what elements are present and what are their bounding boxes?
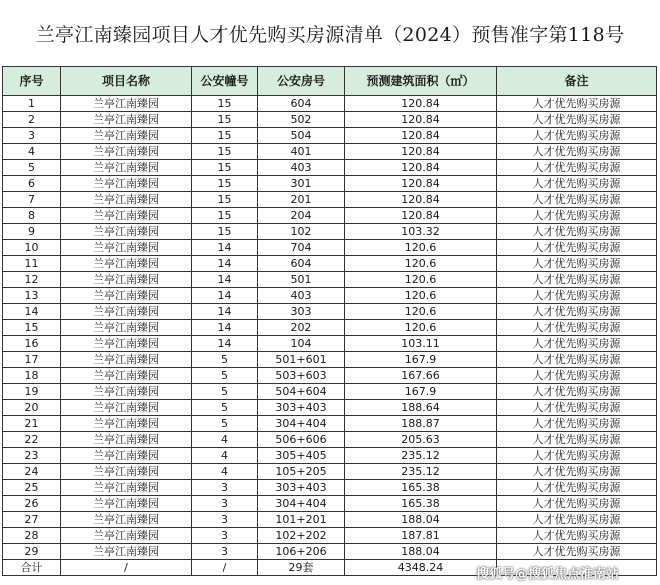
total-cell-room: 29套 [258, 560, 345, 576]
cell-room: 101+201 [258, 512, 345, 528]
cell-room: 102 [258, 224, 345, 240]
cell-room: 202 [258, 320, 345, 336]
cell-note: 人才优先购买房源 [497, 448, 657, 464]
cell-area: 188.04 [345, 544, 497, 560]
cell-project: 兰亭江南臻园 [61, 224, 192, 240]
cell-note: 人才优先购买房源 [497, 368, 657, 384]
cell-building: 5 [192, 368, 258, 384]
cell-building: 5 [192, 400, 258, 416]
cell-note: 人才优先购买房源 [497, 176, 657, 192]
cell-building: 14 [192, 320, 258, 336]
cell-project: 兰亭江南臻园 [61, 208, 192, 224]
cell-room: 704 [258, 240, 345, 256]
table-row [3, 496, 657, 512]
cell-room: 303+403 [258, 480, 345, 496]
cell-room: 504 [258, 128, 345, 144]
cell-seq: 4 [3, 144, 61, 160]
cell-room: 305+405 [258, 448, 345, 464]
cell-room: 501 [258, 272, 345, 288]
header-note: 备注 [497, 67, 657, 96]
table-row [3, 256, 657, 272]
cell-area: 165.38 [345, 480, 497, 496]
cell-project: 兰亭江南臻园 [61, 432, 192, 448]
cell-area: 188.87 [345, 416, 497, 432]
document-title: 兰亭江南臻园项目人才优先购买房源清单（2024）预售准字第118号 [35, 23, 625, 46]
cell-seq: 13 [3, 288, 61, 304]
cell-note: 人才优先购买房源 [497, 144, 657, 160]
cell-seq: 3 [3, 128, 61, 144]
cell-seq: 20 [3, 400, 61, 416]
cell-building: 14 [192, 256, 258, 272]
table-row [3, 480, 657, 496]
cell-seq: 9 [3, 224, 61, 240]
header-seq: 序号 [3, 67, 61, 96]
cell-area: 167.9 [345, 384, 497, 400]
cell-area: 120.84 [345, 176, 497, 192]
cell-building: 14 [192, 304, 258, 320]
cell-project: 兰亭江南臻园 [61, 352, 192, 368]
cell-note: 人才优先购买房源 [497, 160, 657, 176]
table-row [3, 448, 657, 464]
watermark-text: 搜狐号@搜狐焦点淮南站 [476, 567, 620, 582]
cell-note: 人才优先购买房源 [497, 272, 657, 288]
cell-room: 504+604 [258, 384, 345, 400]
cell-seq: 12 [3, 272, 61, 288]
cell-room: 604 [258, 256, 345, 272]
cell-seq: 15 [3, 320, 61, 336]
cell-project: 兰亭江南臻园 [61, 544, 192, 560]
cell-project: 兰亭江南臻园 [61, 256, 192, 272]
cell-building: 14 [192, 272, 258, 288]
cell-room: 105+205 [258, 464, 345, 480]
table-row [3, 384, 657, 400]
table-row [3, 112, 657, 128]
table-row [3, 400, 657, 416]
cell-project: 兰亭江南臻园 [61, 144, 192, 160]
cell-seq: 10 [3, 240, 61, 256]
cell-building: 15 [192, 224, 258, 240]
cell-note: 人才优先购买房源 [497, 432, 657, 448]
cell-project: 兰亭江南臻园 [61, 464, 192, 480]
cell-area: 120.84 [345, 144, 497, 160]
cell-room: 304+404 [258, 416, 345, 432]
cell-note: 人才优先购买房源 [497, 128, 657, 144]
cell-building: 3 [192, 480, 258, 496]
cell-room: 201 [258, 192, 345, 208]
cell-note: 人才优先购买房源 [497, 528, 657, 544]
cell-seq: 14 [3, 304, 61, 320]
cell-seq: 7 [3, 192, 61, 208]
table-row [3, 368, 657, 384]
cell-note: 人才优先购买房源 [497, 384, 657, 400]
table-row [3, 160, 657, 176]
cell-project: 兰亭江南臻园 [61, 176, 192, 192]
cell-seq: 28 [3, 528, 61, 544]
cell-project: 兰亭江南臻园 [61, 528, 192, 544]
cell-area: 235.12 [345, 464, 497, 480]
cell-seq: 22 [3, 432, 61, 448]
table-header-row [3, 67, 657, 96]
cell-seq: 16 [3, 336, 61, 352]
cell-area: 205.63 [345, 432, 497, 448]
cell-project: 兰亭江南臻园 [61, 96, 192, 112]
cell-room: 102+202 [258, 528, 345, 544]
cell-note: 人才优先购买房源 [497, 304, 657, 320]
cell-area: 235.12 [345, 448, 497, 464]
table-row [3, 224, 657, 240]
total-cell-seq: 合计 [3, 560, 61, 576]
cell-building: 3 [192, 528, 258, 544]
cell-note: 人才优先购买房源 [497, 96, 657, 112]
cell-area: 167.66 [345, 368, 497, 384]
cell-seq: 23 [3, 448, 61, 464]
cell-area: 120.84 [345, 160, 497, 176]
cell-project: 兰亭江南臻园 [61, 480, 192, 496]
cell-project: 兰亭江南臻园 [61, 368, 192, 384]
cell-room: 403 [258, 160, 345, 176]
cell-area: 120.84 [345, 112, 497, 128]
cell-project: 兰亭江南臻园 [61, 192, 192, 208]
cell-room: 303+403 [258, 400, 345, 416]
cell-note: 人才优先购买房源 [497, 224, 657, 240]
cell-seq: 21 [3, 416, 61, 432]
cell-note: 人才优先购买房源 [497, 208, 657, 224]
cell-note: 人才优先购买房源 [497, 288, 657, 304]
cell-note: 人才优先购买房源 [497, 400, 657, 416]
cell-note: 人才优先购买房源 [497, 352, 657, 368]
cell-room: 204 [258, 208, 345, 224]
cell-building: 5 [192, 384, 258, 400]
cell-seq: 27 [3, 512, 61, 528]
cell-building: 3 [192, 512, 258, 528]
cell-note: 人才优先购买房源 [497, 464, 657, 480]
cell-room: 303 [258, 304, 345, 320]
cell-seq: 17 [3, 352, 61, 368]
housing-list-table [2, 66, 657, 576]
cell-room: 403 [258, 288, 345, 304]
cell-building: 14 [192, 240, 258, 256]
total-cell-area: 4348.24 [345, 560, 497, 576]
table-row [3, 96, 657, 112]
table-row [3, 272, 657, 288]
cell-area: 103.32 [345, 224, 497, 240]
cell-note: 人才优先购买房源 [497, 336, 657, 352]
cell-project: 兰亭江南臻园 [61, 384, 192, 400]
cell-room: 502 [258, 112, 345, 128]
cell-project: 兰亭江南臻园 [61, 416, 192, 432]
cell-room: 501+601 [258, 352, 345, 368]
cell-building: 15 [192, 128, 258, 144]
cell-room: 503+603 [258, 368, 345, 384]
cell-note: 人才优先购买房源 [497, 112, 657, 128]
cell-area: 103.11 [345, 336, 497, 352]
cell-seq: 1 [3, 96, 61, 112]
cell-seq: 19 [3, 384, 61, 400]
cell-project: 兰亭江南臻园 [61, 112, 192, 128]
table-row [3, 128, 657, 144]
cell-note: 人才优先购买房源 [497, 240, 657, 256]
cell-building: 15 [192, 160, 258, 176]
cell-note: 人才优先购买房源 [497, 416, 657, 432]
cell-area: 120.84 [345, 192, 497, 208]
cell-project: 兰亭江南臻园 [61, 272, 192, 288]
cell-area: 167.9 [345, 352, 497, 368]
cell-building: 5 [192, 352, 258, 368]
cell-area: 120.6 [345, 320, 497, 336]
cell-project: 兰亭江南臻园 [61, 496, 192, 512]
cell-seq: 26 [3, 496, 61, 512]
table-row [3, 352, 657, 368]
table-row [3, 304, 657, 320]
header-area: 预测建筑面积（㎡） [345, 67, 497, 96]
total-cell-project: / [61, 560, 192, 576]
table-row [3, 432, 657, 448]
table-row [3, 320, 657, 336]
cell-area: 188.04 [345, 512, 497, 528]
cell-seq: 29 [3, 544, 61, 560]
cell-area: 120.6 [345, 304, 497, 320]
cell-project: 兰亭江南臻园 [61, 512, 192, 528]
cell-room: 604 [258, 96, 345, 112]
cell-area: 120.6 [345, 272, 497, 288]
cell-note: 人才优先购买房源 [497, 544, 657, 560]
cell-area: 165.38 [345, 496, 497, 512]
cell-area: 120.6 [345, 240, 497, 256]
cell-project: 兰亭江南臻园 [61, 400, 192, 416]
cell-building: 3 [192, 544, 258, 560]
cell-seq: 5 [3, 160, 61, 176]
cell-building: 4 [192, 432, 258, 448]
cell-building: 15 [192, 144, 258, 160]
header-room-no: 公安房号 [258, 67, 345, 96]
header-building-no: 公安幢号 [192, 67, 258, 96]
cell-note: 人才优先购买房源 [497, 320, 657, 336]
cell-project: 兰亭江南臻园 [61, 320, 192, 336]
table-row [3, 464, 657, 480]
table-row [3, 208, 657, 224]
cell-project: 兰亭江南臻园 [61, 336, 192, 352]
table-row [3, 192, 657, 208]
cell-area: 188.64 [345, 400, 497, 416]
table-row [3, 416, 657, 432]
table-row [3, 336, 657, 352]
cell-seq: 24 [3, 464, 61, 480]
header-project-name: 项目名称 [61, 67, 192, 96]
cell-area: 120.6 [345, 288, 497, 304]
cell-seq: 2 [3, 112, 61, 128]
cell-project: 兰亭江南臻园 [61, 288, 192, 304]
cell-note: 人才优先购买房源 [497, 256, 657, 272]
cell-note: 人才优先购买房源 [497, 480, 657, 496]
cell-building: 14 [192, 288, 258, 304]
cell-project: 兰亭江南臻园 [61, 304, 192, 320]
cell-room: 106+206 [258, 544, 345, 560]
cell-note: 人才优先购买房源 [497, 192, 657, 208]
cell-building: 4 [192, 448, 258, 464]
cell-area: 187.81 [345, 528, 497, 544]
cell-room: 301 [258, 176, 345, 192]
cell-project: 兰亭江南臻园 [61, 160, 192, 176]
table-row [3, 544, 657, 560]
cell-building: 15 [192, 176, 258, 192]
cell-project: 兰亭江南臻园 [61, 240, 192, 256]
cell-note: 人才优先购买房源 [497, 496, 657, 512]
cell-building: 15 [192, 112, 258, 128]
cell-room: 304+404 [258, 496, 345, 512]
cell-seq: 8 [3, 208, 61, 224]
cell-building: 14 [192, 336, 258, 352]
cell-seq: 25 [3, 480, 61, 496]
cell-project: 兰亭江南臻园 [61, 448, 192, 464]
cell-seq: 18 [3, 368, 61, 384]
cell-building: 3 [192, 496, 258, 512]
total-cell-building: / [192, 560, 258, 576]
cell-building: 4 [192, 464, 258, 480]
cell-area: 120.6 [345, 256, 497, 272]
cell-seq: 11 [3, 256, 61, 272]
cell-note: 人才优先购买房源 [497, 512, 657, 528]
cell-area: 120.84 [345, 96, 497, 112]
cell-area: 120.84 [345, 128, 497, 144]
table-row [3, 528, 657, 544]
cell-room: 104 [258, 336, 345, 352]
cell-seq: 6 [3, 176, 61, 192]
cell-project: 兰亭江南臻园 [61, 128, 192, 144]
cell-building: 15 [192, 96, 258, 112]
cell-area: 120.84 [345, 208, 497, 224]
table-row [3, 176, 657, 192]
table-row [3, 512, 657, 528]
table-row [3, 240, 657, 256]
cell-building: 5 [192, 416, 258, 432]
table-row [3, 144, 657, 160]
cell-building: 15 [192, 208, 258, 224]
cell-room: 401 [258, 144, 345, 160]
table-row [3, 288, 657, 304]
cell-room: 506+606 [258, 432, 345, 448]
cell-building: 15 [192, 192, 258, 208]
